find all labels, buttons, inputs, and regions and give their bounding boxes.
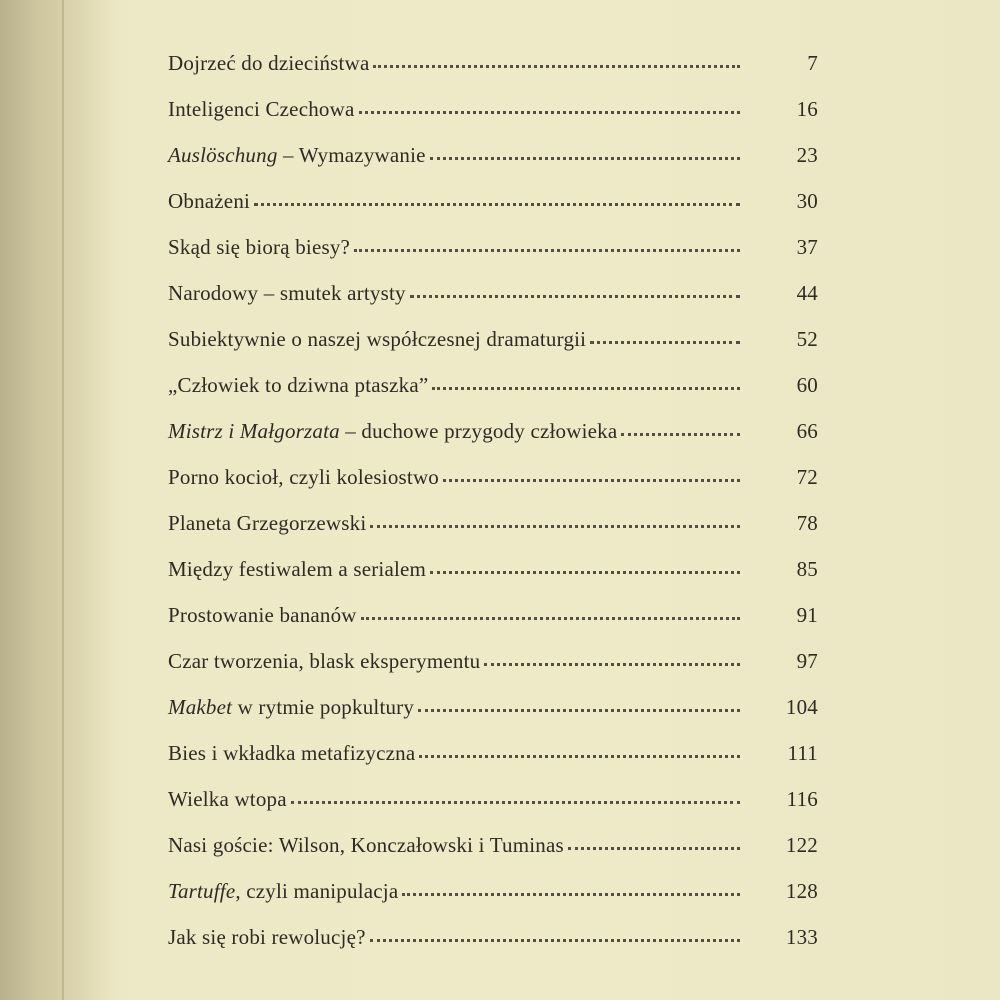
toc-entry-page: 30	[796, 189, 818, 213]
toc-entry-title-italic: Tartuffe	[168, 879, 236, 903]
toc-entry-title-text: Inteligenci Czechowa	[168, 97, 355, 121]
toc-entry	[168, 306, 818, 352]
dot-leader	[430, 156, 740, 160]
toc-entry-title	[168, 557, 426, 582]
toc-entry	[168, 122, 818, 168]
dot-leader	[621, 432, 740, 436]
toc-entry-title	[168, 327, 586, 352]
dot-leader	[373, 64, 740, 68]
toc-entry-title-text: Skąd się biorą biesy?	[168, 235, 351, 259]
toc-entry-page: 16	[796, 97, 818, 121]
toc-entry-page: 72	[796, 465, 818, 489]
toc-entry-title	[168, 511, 366, 536]
toc-entry	[168, 858, 818, 904]
toc-entry-title	[168, 879, 398, 904]
toc-entry-title	[168, 281, 406, 306]
toc-entry-title-text: Planeta Grzegorzewski	[168, 511, 367, 535]
toc-entry-title-text: Między festiwalem a serialem	[168, 557, 427, 581]
dot-leader	[419, 754, 740, 758]
toc-entry-title-text: – Wymazywanie	[277, 143, 426, 167]
table-of-contents	[168, 30, 818, 950]
dot-leader	[590, 340, 740, 344]
toc-entry	[168, 490, 818, 536]
toc-entry	[168, 168, 818, 214]
toc-entry	[168, 674, 818, 720]
dot-leader	[430, 570, 740, 574]
toc-entry-page: 116	[786, 787, 818, 811]
dot-leader	[484, 662, 740, 666]
toc-entry	[168, 444, 818, 490]
toc-entry-title	[168, 419, 617, 444]
dot-leader	[568, 846, 740, 850]
toc-entry-page: 7	[807, 51, 818, 75]
toc-entry-title-italic: Auslöschung	[168, 143, 278, 167]
toc-entry-title-text: Wielka wtopa	[168, 787, 287, 811]
toc-entry-page: 104	[785, 695, 818, 719]
toc-entry-page: 60	[796, 373, 818, 397]
toc-entry-page: 66	[796, 419, 818, 443]
dot-leader	[402, 892, 740, 896]
toc-entry	[168, 536, 818, 582]
toc-entry-title-text: – duchowe przygody człowieka	[339, 419, 618, 443]
toc-entry-page: 52	[796, 327, 818, 351]
toc-entry-page: 78	[796, 511, 818, 535]
toc-entry-title	[168, 603, 357, 628]
toc-entry-title	[168, 787, 287, 812]
toc-entry-title	[168, 465, 439, 490]
toc-entry	[168, 904, 818, 950]
toc-entry-page: 85	[796, 557, 818, 581]
toc-entry-page: 97	[796, 649, 818, 673]
dot-leader	[361, 616, 740, 620]
toc-entry-title	[168, 695, 414, 720]
toc-entry-title-text: Obnażeni	[168, 189, 251, 213]
dot-leader	[418, 708, 740, 712]
toc-entry-title-italic: Makbet	[168, 695, 233, 719]
toc-entry	[168, 628, 818, 674]
toc-entry-title-text: Bies i wkładka metafizyczna	[168, 741, 416, 765]
toc-entry-title	[168, 189, 250, 214]
toc-entry-title	[168, 741, 415, 766]
toc-entry-title-text: Czar tworzenia, blask eksperymentu	[168, 649, 481, 673]
toc-entry-page: 91	[796, 603, 818, 627]
toc-entry-title	[168, 649, 480, 674]
dot-leader	[254, 202, 740, 206]
book-gutter	[0, 0, 110, 1000]
toc-entry-title	[168, 235, 350, 260]
toc-entry-page: 111	[787, 741, 818, 765]
toc-entry-title-text: , czyli manipulacja	[235, 879, 399, 903]
toc-entry	[168, 260, 818, 306]
toc-entry	[168, 352, 818, 398]
toc-entry-title	[168, 925, 366, 950]
toc-entry-title-text: „Człowiek to dziwna ptaszka”	[168, 373, 429, 397]
toc-entry-title	[168, 97, 355, 122]
dot-leader	[370, 524, 740, 528]
toc-entry-page: 23	[796, 143, 818, 167]
toc-entry	[168, 398, 818, 444]
dot-leader	[443, 478, 740, 482]
toc-entry-title	[168, 143, 426, 168]
toc-entry	[168, 766, 818, 812]
toc-entry-title	[168, 51, 369, 76]
toc-entry	[168, 76, 818, 122]
dot-leader	[432, 386, 740, 390]
dot-leader	[410, 294, 740, 298]
toc-entry-page: 128	[785, 879, 818, 903]
toc-entry-title-italic: Mistrz i Małgorzata	[168, 419, 340, 443]
toc-entry-title-text: Nasi goście: Wilson, Konczałowski i Tuminas	[168, 833, 564, 857]
toc-entry	[168, 582, 818, 628]
toc-entry-title-text: Subiektywnie o naszej współczesnej dramaturgii	[168, 327, 587, 351]
page-edge	[62, 0, 64, 1000]
toc-entry-title-text: Jak się robi rewolucję?	[168, 925, 366, 949]
dot-leader	[370, 938, 740, 942]
toc-entry-page: 133	[785, 925, 818, 949]
toc-entry-title-text: Narodowy – smutek artysty	[168, 281, 406, 305]
toc-entry-title-text: w rytmie popkultury	[232, 695, 415, 719]
toc-entry-title-text: Porno kocioł, czyli kolesiostwo	[168, 465, 440, 489]
toc-entry-page: 44	[796, 281, 818, 305]
toc-entry	[168, 812, 818, 858]
toc-entry-title-text: Prostowanie bananów	[168, 603, 357, 627]
toc-entry	[168, 720, 818, 766]
toc-entry	[168, 30, 818, 76]
dot-leader	[359, 110, 741, 114]
toc-entry-page: 122	[785, 833, 818, 857]
toc-entry	[168, 214, 818, 260]
dot-leader	[291, 800, 740, 804]
toc-entry-title	[168, 373, 428, 398]
toc-entry-title	[168, 833, 564, 858]
toc-entry-title-text: Dojrzeć do dzieciństwa	[168, 51, 370, 75]
dot-leader	[354, 248, 740, 252]
toc-entry-page: 37	[796, 235, 818, 259]
